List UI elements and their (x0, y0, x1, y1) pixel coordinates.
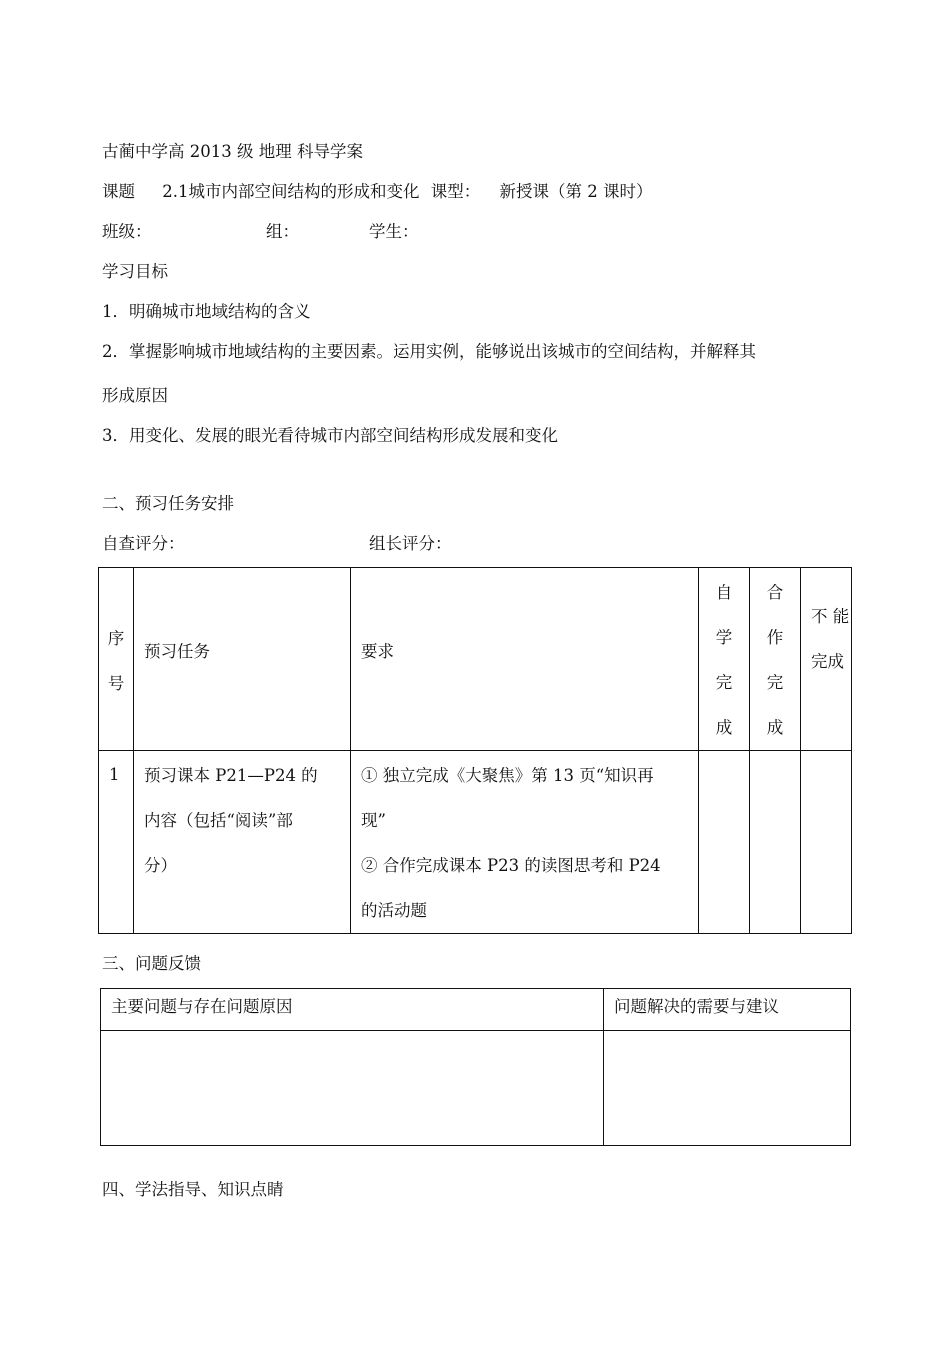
row1-requirement: ① 独立完成《大聚焦》第 13 页“知识再 现” ② 合作完成课本 P23 的读图思考和 P24 的活动题 (351, 751, 699, 934)
feedback-heading: 三、问题反馈 (102, 954, 201, 973)
class-label: 班级： (102, 222, 152, 241)
objective-1: 1．明确城市地域结构的含义 (102, 302, 311, 321)
header-suggestion: 问题解决的需要与建议 (604, 989, 851, 1031)
header-task: 预习任务 (134, 568, 351, 751)
lesson-type-label: 课型： (430, 182, 481, 201)
objective-3: 3．用变化、发展的眼光看待城市内部空间结构形成发展和变化 (102, 426, 558, 445)
row1-coop-complete[interactable] (750, 751, 801, 934)
row1-self-complete[interactable] (699, 751, 750, 934)
preview-heading: 二、预习任务安排 (102, 494, 234, 513)
objectives-heading: 学习目标 (102, 262, 168, 281)
preview-task-table (98, 567, 852, 934)
topic-text: 2.1城市内部空间结构的形成和变化 (162, 182, 420, 201)
row1-no: 1 (99, 751, 134, 934)
header-problem: 主要问题与存在问题原因 (101, 989, 604, 1031)
objective-2: 2．掌握影响城市地域结构的主要因素。运用实例，能够说出该城市的空间结构，并解释其 (102, 342, 756, 361)
school-line: 古蔺中学高 2013 级 地理 科导学案 (102, 142, 363, 161)
header-coop-complete: 合 作 完 成 (750, 568, 801, 751)
header-cannot-complete: 不 能 完成 (801, 568, 852, 751)
self-eval-label: 自查评分： (102, 534, 185, 553)
suggestion-cell[interactable] (604, 1031, 851, 1146)
topic-label: 课题 (102, 182, 135, 201)
header-requirement: 要求 (351, 568, 699, 751)
guide-heading: 四、学法指导、知识点睛 (102, 1180, 284, 1199)
student-label: 学生： (369, 222, 419, 241)
header-self-complete: 自 学 完 成 (699, 568, 750, 751)
objective-2-cont: 形成原因 (102, 386, 168, 405)
topic-line (102, 182, 653, 202)
problem-cell[interactable] (101, 1031, 604, 1146)
row1-task: 预习课本 P21—P24 的 内容（包括“阅读”部 分） (134, 751, 351, 934)
feedback-table (100, 988, 851, 1146)
header-no: 序 号 (99, 568, 134, 751)
lesson-type-value: 新授课（第 2 课时） (499, 182, 653, 201)
leader-eval-label: 组长评分： (369, 534, 452, 553)
row1-cannot-complete[interactable] (801, 751, 852, 934)
group-label: 组： (266, 222, 299, 241)
